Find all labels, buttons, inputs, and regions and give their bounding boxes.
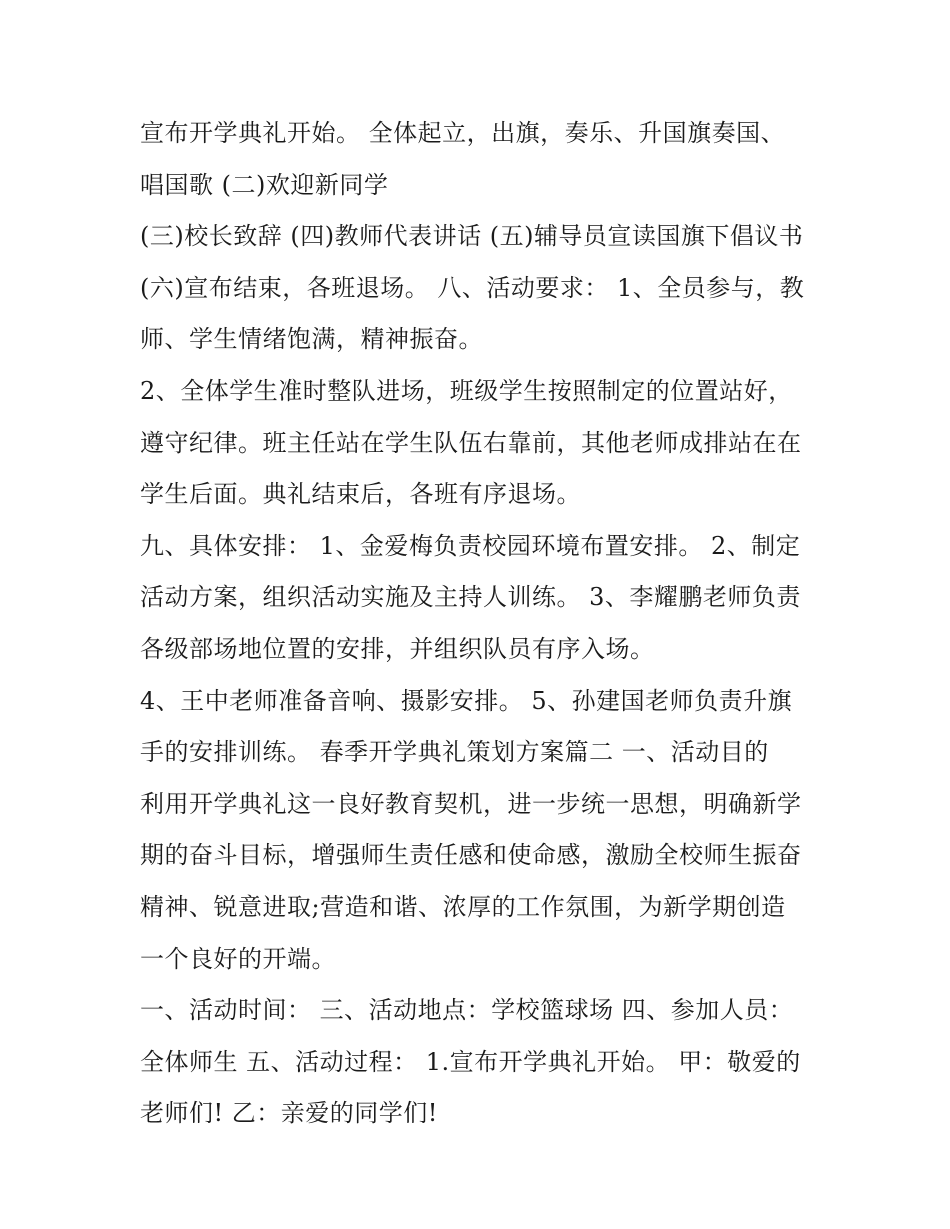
- text-line: 宣布开学典礼开始。 全体起立，出旗，奏乐、升国旗奏国、: [140, 119, 786, 147]
- text-line: 老师们! 乙：亲爱的同学们!: [140, 1099, 438, 1128]
- text-line: 一、活动时间： 三、活动地点：学校篮球场 四、参加人员：: [140, 996, 794, 1025]
- text-line: 各级部场地位置的安排，并组织队员有序入场。: [140, 634, 655, 663]
- text-line: 学生后面。典礼结束后，各班有序退场。: [140, 480, 581, 509]
- text-line: 活动方案，组织活动实施及主持人训练。 3、李耀鹏老师负责: [140, 583, 801, 612]
- text-line: (三)校长致辞 (四)教师代表讲话 (五)辅导员宣读国旗下倡议书: [140, 222, 804, 251]
- text-line: 遵守纪律。班主任站在学生队伍右靠前，其他老师成排站在在: [140, 428, 802, 457]
- text-line: 期的奋斗目标，增强师生责任感和使命感，激励全校师生振奋: [140, 841, 802, 870]
- text-line: 精神、锐意进取;营造和谐、浓厚的工作氛围，为新学期创造: [140, 892, 786, 921]
- text-line: 一个良好的开端。: [140, 944, 336, 973]
- text-line: 2、全体学生准时整队进场，班级学生按照制定的位置站好，: [140, 376, 793, 405]
- text-line: 利用开学典礼这一良好教育契机，进一步统一思想，明确新学: [140, 789, 802, 818]
- text-line: 唱国歌 (二)欢迎新同学: [140, 170, 389, 199]
- document-body: [140, 108, 830, 1140]
- text-line: 师、学生情绪饱满，精神振奋。: [140, 325, 483, 354]
- text-line: (六)宣布结束，各班退场。 八、活动要求： 1、全员参与，教: [140, 273, 805, 302]
- text-line: 4、王中老师准备音响、摄影安排。 5、孙建国老师负责升旗: [140, 686, 793, 715]
- text-line: 手的安排训练。 春季开学典礼策划方案篇二 一、活动目的: [140, 738, 769, 767]
- text-line: 全体师生 五、活动过程： 1.宣布开学典礼开始。 甲：敬爱的: [140, 1047, 801, 1076]
- text-line: 九、具体安排： 1、金爱梅负责校园环境布置安排。 2、制定: [140, 531, 801, 560]
